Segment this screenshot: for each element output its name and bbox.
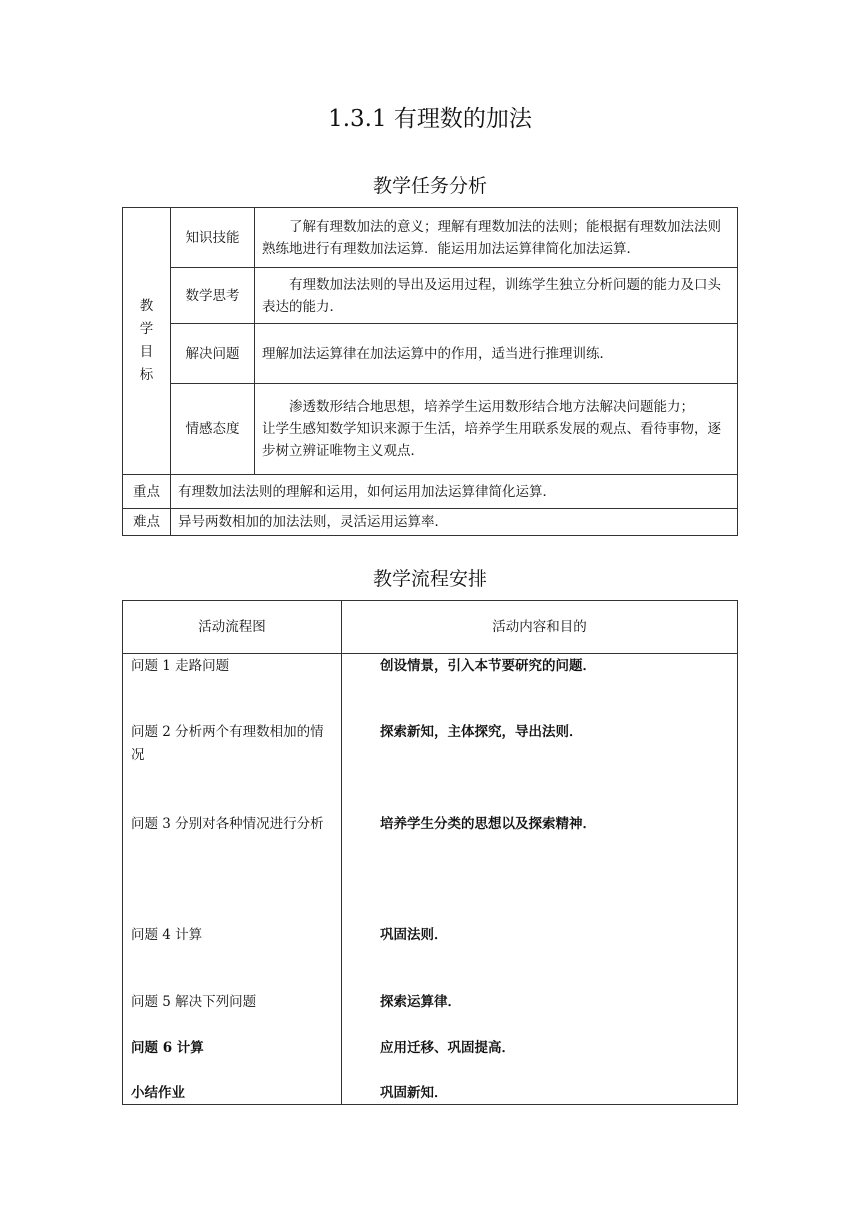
flow-step-3: 问题 3 分别对各种情况进行分析: [131, 816, 324, 832]
row-content-thinking: 有理数加法法则的导出及运用过程，训练学生独立分析问题的能力及口头表达的能力．: [255, 268, 738, 324]
flow-step-1: 问题 1 走路问题: [131, 658, 230, 674]
difficulty-label: 难点: [123, 509, 171, 536]
row-label-attitude: 情感态度: [171, 384, 255, 475]
flow-purpose-6: 应用迁移、巩固提高．: [380, 1040, 515, 1056]
flow-purpose-4: 巩固法则．: [380, 927, 448, 943]
flow-purpose-3: 培养学生分类的思想以及探索精神．: [380, 816, 596, 832]
key-point-content: 有理数加法法则的理解和运用，如何运用加法运算律简化运算．: [171, 475, 738, 509]
goal-label: 教 学 目 标: [123, 208, 171, 475]
row-label-problem: 解决问题: [171, 324, 255, 384]
difficulty-content: 异号两数相加的加法法则，灵活运用运算率．: [171, 509, 738, 536]
row-label-knowledge: 知识技能: [171, 208, 255, 268]
attitude-paragraph-2: 让学生感知数学知识来源于生活，培养学生用联系发展的观点、看待事物，逐步树立辨证唯物主义观点．: [262, 421, 721, 459]
attitude-paragraph-1: 渗透数形结合地思想，培养学生运用数形结合地方法解决问题能力；: [289, 399, 694, 415]
row-content-knowledge: 了解有理数加法的意义；理解有理数加法的法则；能根据有理数加法法则熟练地进行有理数加法运算．能运用加法运算律简化加法运算．: [255, 208, 738, 268]
flow-step-4: 问题 4 计算: [131, 927, 203, 943]
row-content-problem: 理解加法运算律在加法运算中的作用，适当进行推理训练．: [255, 324, 738, 384]
document-title: 1.3.1 有理数的加法: [328, 106, 532, 132]
flow-purpose-1: 创设情景，引入本节要研究的问题．: [380, 658, 596, 674]
row-label-thinking: 数学思考: [171, 268, 255, 324]
flow-purpose-5: 探索运算律．: [380, 994, 461, 1010]
flow-purpose-2: 探索新知，主体探究，导出法则．: [380, 724, 583, 740]
flow-table: [122, 600, 738, 1105]
flow-step-5: 问题 5 解决下列问题: [131, 994, 257, 1010]
key-point-label: 重点: [123, 475, 171, 509]
analysis-table: [122, 207, 738, 536]
analysis-heading: 教学任务分析: [372, 175, 487, 197]
flow-left-column: [123, 654, 342, 1105]
flow-purpose-7: 巩固新知．: [380, 1085, 448, 1101]
flow-heading: 教学流程安排: [372, 568, 487, 590]
flow-col-left-header: 活动流程图: [123, 601, 342, 654]
flow-col-right-header: 活动内容和目的: [342, 601, 738, 654]
flow-right-column: [342, 654, 738, 1105]
flow-step-2: 问题 2 分析两个有理数相加的情况: [131, 724, 324, 763]
flow-step-7: 小结作业: [131, 1085, 185, 1101]
row-content-attitude: [255, 384, 738, 475]
flow-step-6: 问题 6 计算: [131, 1040, 204, 1056]
